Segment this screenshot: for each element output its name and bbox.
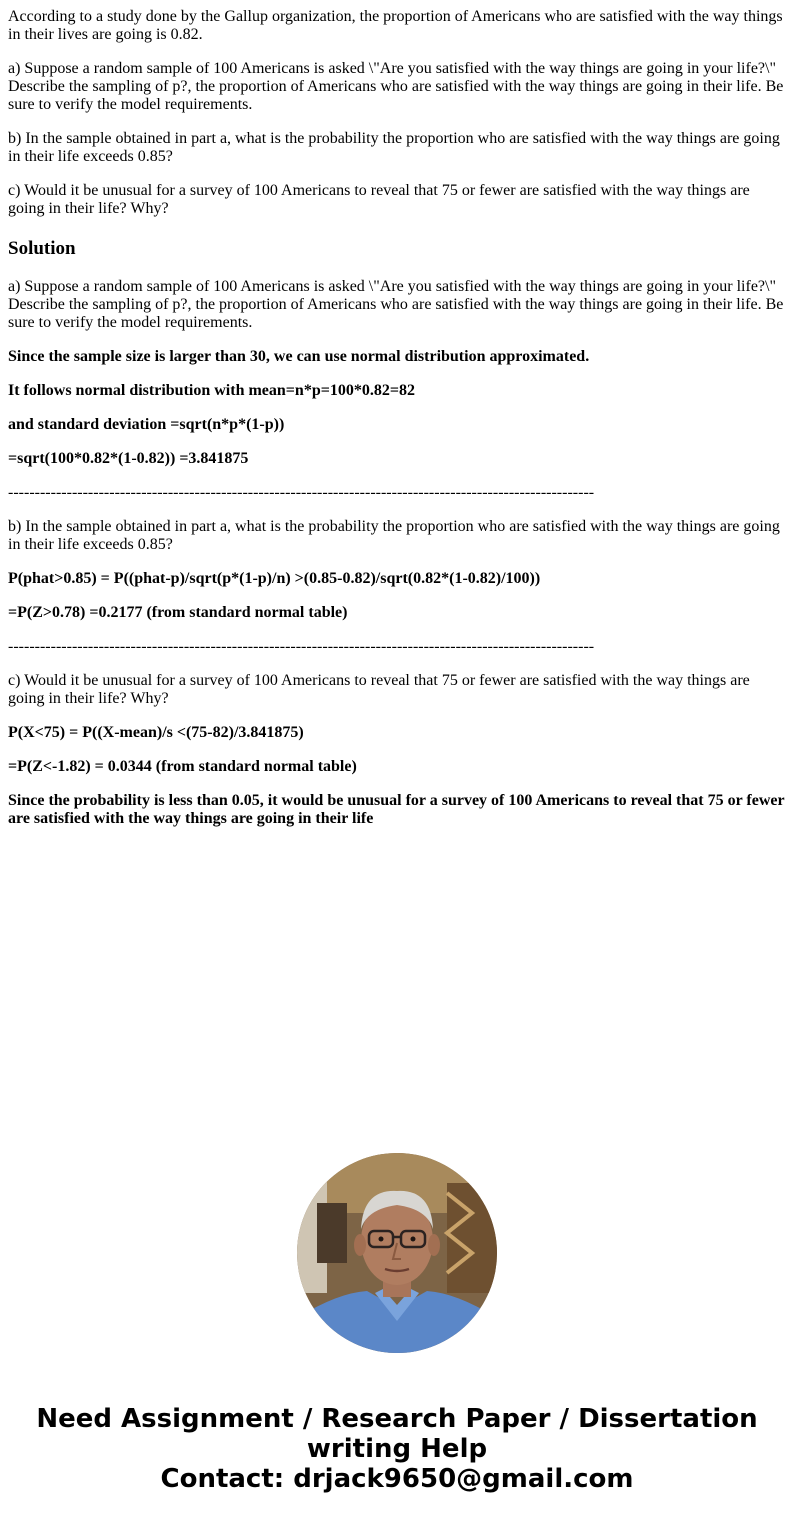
question-part-b: b) In the sample obtained in part a, what is the probability the proportion who are satisfied with the way things are going in their life exceeds 0.85?	[8, 130, 780, 165]
document-body	[8, 8, 786, 844]
footer-contact-line: Contact: drjack9650@gmail.com	[160, 1464, 634, 1494]
solution-c-line-2: =P(Z<-1.82) = 0.0344 (from standard normal table)	[8, 758, 357, 775]
solution-c-line-1: P(X<75) = P((X-mean)/s <(75-82)/3.841875)	[8, 724, 304, 741]
footer-line-2: writing Help	[306, 1434, 488, 1464]
solution-a-question: a) Suppose a random sample of 100 Americans is asked \"Are you satisfied with the way things are going in your life?\" Describe the sampling of p?, the proportion of Americans who are satisfied with the way things are going in their life. Be sure to verify the model requirements.	[8, 278, 784, 331]
solution-a-line-3: and standard deviation =sqrt(n*p*(1-p))	[8, 416, 285, 433]
solution-a-line-1: Since the sample size is larger than 30, we can use normal distribution approximated.	[8, 348, 590, 365]
solution-a-line-2: It follows normal distribution with mean=n*p=100*0.82=82	[8, 382, 415, 399]
solution-a-line-4: =sqrt(100*0.82*(1-0.82)) =3.841875	[8, 450, 249, 467]
solution-heading: Solution	[8, 238, 76, 259]
question-part-a: a) Suppose a random sample of 100 Americans is asked \"Are you satisfied with the way things are going in your life?\" Describe the sampling of p?, the proportion of Americans who are satisfied with the way things are going in their life. Be sure to verify the model requirements.	[8, 60, 784, 113]
solution-b-line-2: =P(Z>0.78) =0.2177 (from standard normal table)	[8, 604, 348, 621]
solution-b-line-1: P(phat>0.85) = P((phat-p)/sqrt(p*(1-p)/n) >(0.85-0.82)/sqrt(0.82*(1-0.82)/100))	[8, 570, 541, 587]
question-intro: According to a study done by the Gallup organization, the proportion of Americans who are satisfied with the way things in their lives are going is 0.82.	[8, 8, 783, 43]
divider-1: --------------------------------------------------------------------------------------------------------------	[8, 484, 595, 501]
author-portrait-image	[297, 1153, 497, 1353]
author-avatar	[297, 1153, 497, 1353]
solution-c-line-3: Since the probability is less than 0.05, it would be unusual for a survey of 100 Americans to reveal that 75 or fewer are satisfied with the way things are going in their life	[8, 792, 785, 827]
divider-2: --------------------------------------------------------------------------------------------------------------	[8, 638, 595, 655]
contact-footer	[0, 1404, 794, 1494]
footer-line-1: Need Assignment / Research Paper / Dissertation	[36, 1404, 758, 1434]
solution-c-question: c) Would it be unusual for a survey of 100 Americans to reveal that 75 or fewer are satisfied with the way things are going in their life? Why?	[8, 672, 750, 707]
solution-b-question: b) In the sample obtained in part a, what is the probability the proportion who are satisfied with the way things are going in their life exceeds 0.85?	[8, 518, 780, 553]
question-part-c: c) Would it be unusual for a survey of 100 Americans to reveal that 75 or fewer are satisfied with the way things are going in their life? Why?	[8, 182, 750, 217]
